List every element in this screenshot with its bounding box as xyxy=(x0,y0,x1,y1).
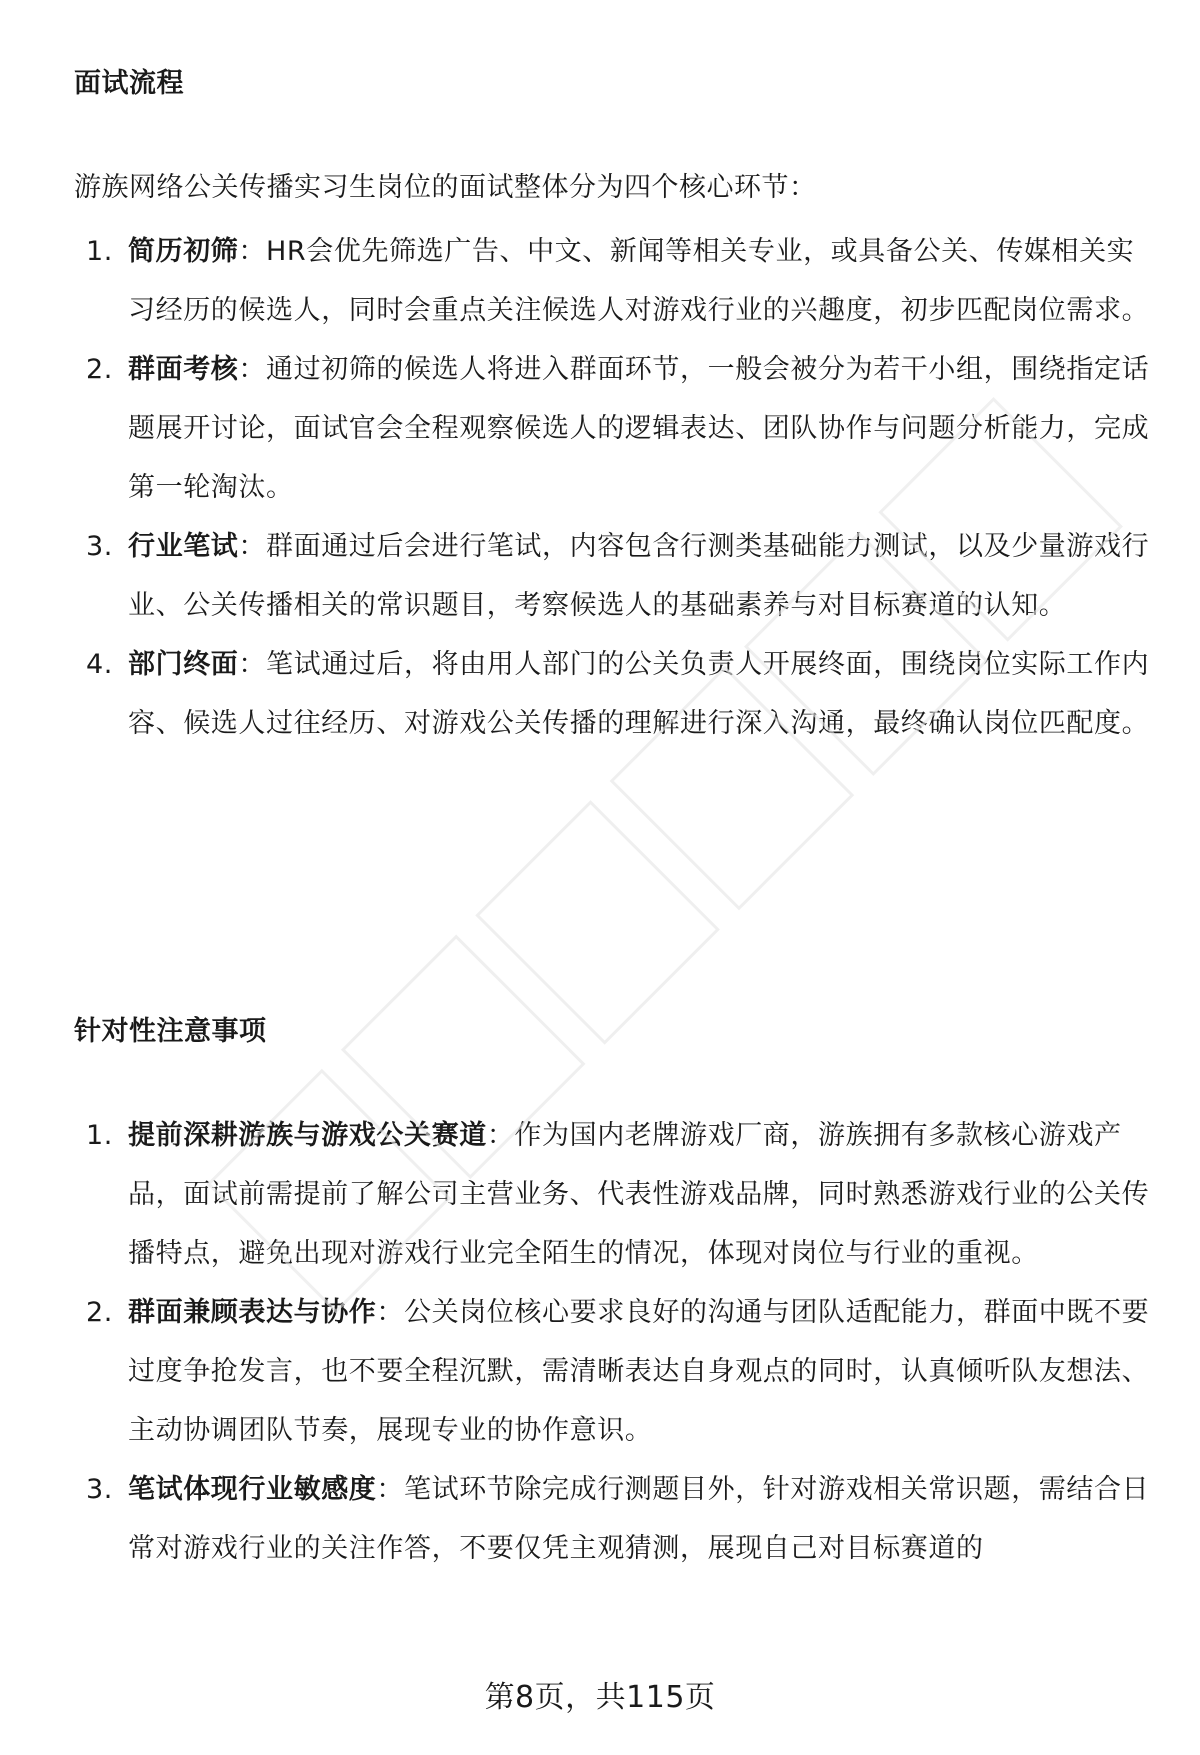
list-number: 4. xyxy=(86,649,113,680)
list-item xyxy=(74,1460,1154,1578)
list-term: 笔试体现行业敏感度 xyxy=(128,1474,377,1505)
list-text: ：笔试环节除完成行测题目外，针对游戏相关常识题，需结合日常对游戏行业的关注作答，不要仅凭主观猜测，展现自己对目标赛道的 xyxy=(128,1474,1150,1564)
list-item xyxy=(74,222,1154,340)
section-intro: 游族网络公关传播实习生岗位的面试整体分为四个核心环节： xyxy=(74,172,817,203)
section-heading-notes: 针对性注意事项 xyxy=(74,1016,267,1047)
list-text: ：作为国内老牌游戏厂商，游族拥有多款核心游戏产品，面试前需提前了解公司主营业务、代表性游戏品牌，同时熟悉游戏行业的公关传播特点，避免出现对游戏行业完全陌生的情况，体现对岗位与行业的重视。 xyxy=(128,1120,1150,1269)
list-text: ：群面通过后会进行笔试，内容包含行测类基础能力测试，以及少量游戏行业、公关传播相关的常识题目，考察候选人的基础素养与对目标赛道的认知。 xyxy=(128,531,1150,621)
list-text: ：公关岗位核心要求良好的沟通与团队适配能力，群面中既不要过度争抢发言，也不要全程沉默，需清晰表达自身观点的同时，认真倾听队友想法、主动协调团队节奏，展现专业的协作意识。 xyxy=(128,1297,1150,1446)
list-number: 1. xyxy=(86,1120,113,1151)
list-number: 3. xyxy=(86,531,113,562)
list-text: ：笔试通过后，将由用人部门的公关负责人开展终面，围绕岗位实际工作内容、候选人过往经历、对游戏公关传播的理解进行深入沟通，最终确认岗位匹配度。 xyxy=(128,649,1150,739)
list-term: 提前深耕游族与游戏公关赛道 xyxy=(128,1120,487,1151)
list-term: 简历初筛 xyxy=(128,236,239,267)
list-number: 1. xyxy=(86,236,113,267)
list-number: 2. xyxy=(86,1297,113,1328)
list-item xyxy=(74,517,1154,635)
list-term: 群面兼顾表达与协作 xyxy=(128,1297,377,1328)
list-number: 2. xyxy=(86,354,113,385)
list-item xyxy=(74,340,1154,517)
list-item xyxy=(74,1283,1154,1460)
list-number: 3. xyxy=(86,1474,113,1505)
list-item xyxy=(74,635,1154,753)
list-term: 部门终面 xyxy=(128,649,239,680)
interview-steps-list xyxy=(74,222,1154,753)
list-item xyxy=(74,1106,1154,1283)
list-term: 行业笔试 xyxy=(128,531,239,562)
section-heading-interview-process: 面试流程 xyxy=(74,68,184,99)
list-text: ：HR会优先筛选广告、中文、新闻等相关专业，或具备公关、传媒相关实习经历的候选人，同时会重点关注候选人对游戏行业的兴趣度，初步匹配岗位需求。 xyxy=(128,236,1150,326)
list-term: 群面考核 xyxy=(128,354,239,385)
notes-list xyxy=(74,1106,1154,1578)
page-footer: 第8页，共115页 xyxy=(484,1680,716,1715)
list-text: ：通过初筛的候选人将进入群面环节，一般会被分为若干小组，围绕指定话题展开讨论，面试官会全程观察候选人的逻辑表达、团队协作与问题分析能力，完成第一轮淘汰。 xyxy=(128,354,1150,503)
